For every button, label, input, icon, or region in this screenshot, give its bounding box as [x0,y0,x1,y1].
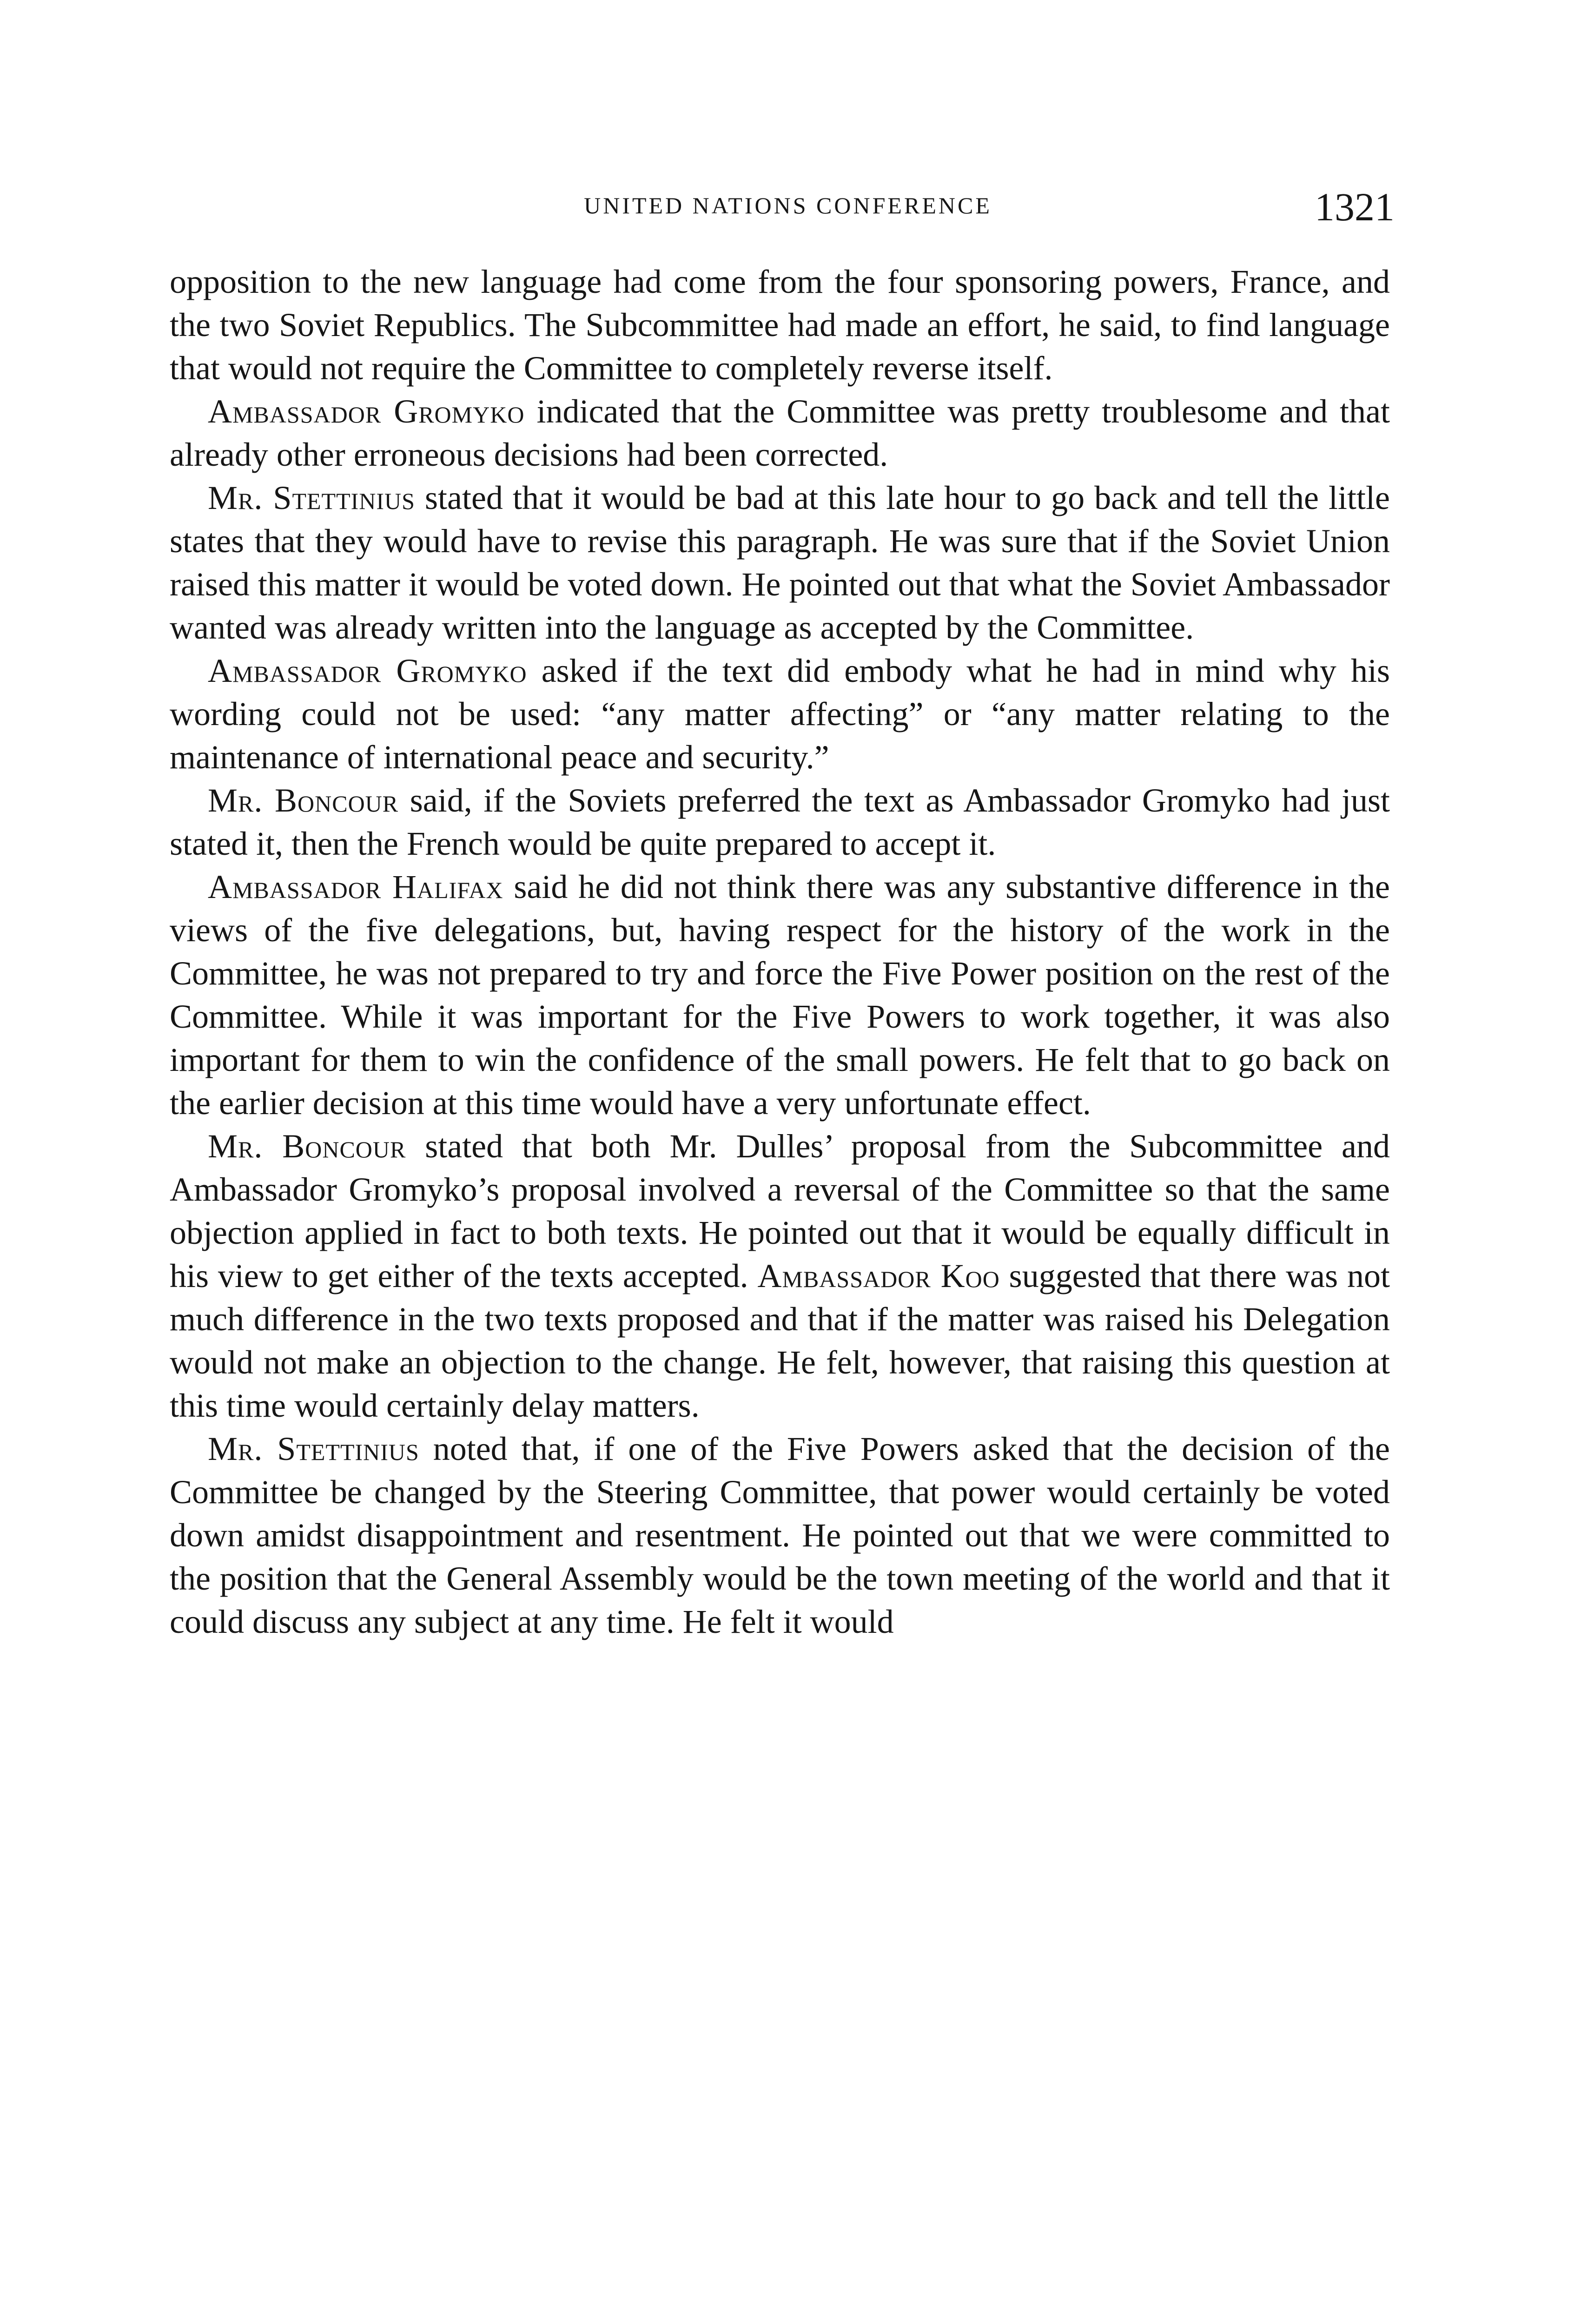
paragraph-7 [170,1125,1390,1427]
paragraph-text: said, if the Soviets preferred the text as Ambassador Gromyko had just stated it, then the French would be quite prepared to accept it. [170,782,1390,862]
paragraph-1 [170,260,1390,390]
page-number: 1321 [1315,185,1395,229]
speaker-name: Mr. Stettinius [208,1430,419,1467]
paragraph-6 [170,865,1390,1125]
paragraph-text: said he did not think there was any substantive difference in the views of the five delegations, but, having respect for the history of the work in the Committee, he was not prepared to try and force the Five Power position on the rest of the Committee. While it was important for the Five Powers to work together, it was also important for them to win the confidence of the small powers. He felt that to go back on the earlier decision at this time would have a very unfortunate effect. [170,868,1390,1122]
running-title: UNITED NATIONS CONFERENCE [584,192,992,218]
paragraph-2 [170,390,1390,476]
paragraph-text: stated that it would be bad at this late hour to go back and tell the little states that they would have to revise this paragraph. He was sure that if the Soviet Union raised this matter it would be voted down. He pointed out that what the Soviet Ambassador wanted was already written into the language as accepted by the Committee. [170,479,1390,646]
paragraph-text: asked if the text did embody what he had in mind why his wording could not be used: “any matter affecting” or “any matter relating to the maintenance of international peace and security.” [170,652,1390,776]
paragraph-4 [170,649,1390,779]
speaker-name: Mr. Stettinius [208,479,415,516]
paragraph-text: indicated that the Committee was pretty troublesome and that already other erroneous decisions had been corrected. [170,393,1390,473]
body-text [170,260,1390,1644]
paragraph-text: noted that, if one of the Five Powers asked that the decision of the Committee be changed by the Steering Committee, that power would certainly be voted down amidst disappointment and resentment. He pointed out that we were committed to the position that the General Assembly would be the town meeting of the world and that it could discuss any subject at any time. He felt it would [170,1430,1390,1640]
speaker-name: Mr. Boncour [208,1128,406,1165]
speaker-name-2: Ambassador Koo [757,1257,1000,1294]
paragraph-text: stated that both Mr. Dulles’ proposal from the Subcommittee and Ambassador Gromyko’s proposal involved a reversal of the Committee so that the same objection applied in fact to both texts. He pointed out that it would be equally difficult in his view to get either of the texts accepted. [170,1128,1390,1294]
speaker-name: Mr. Boncour [208,782,399,819]
paragraph-text: opposition to the new language had come from the four sponsoring powers, France, and the two Soviet Republics. The Subcommittee had made an effort, he said, to find language that would not require the Committee to completely reverse itself. [170,263,1390,387]
paragraph-8 [170,1427,1390,1644]
page-header [181,184,1395,235]
paragraph-text-2: suggested that there was not much difference in the two texts proposed and that if the matter was raised his Delegation would not make an objection to the change. He felt, however, that raising this question at this time would certainly delay matters. [170,1257,1390,1424]
paragraph-5 [170,779,1390,865]
speaker-name: Ambassador Halifax [208,868,503,905]
speaker-name: Ambassador Gromyko [208,393,525,430]
paragraph-3 [170,476,1390,649]
speaker-name: Ambassador Gromyko [208,652,527,689]
